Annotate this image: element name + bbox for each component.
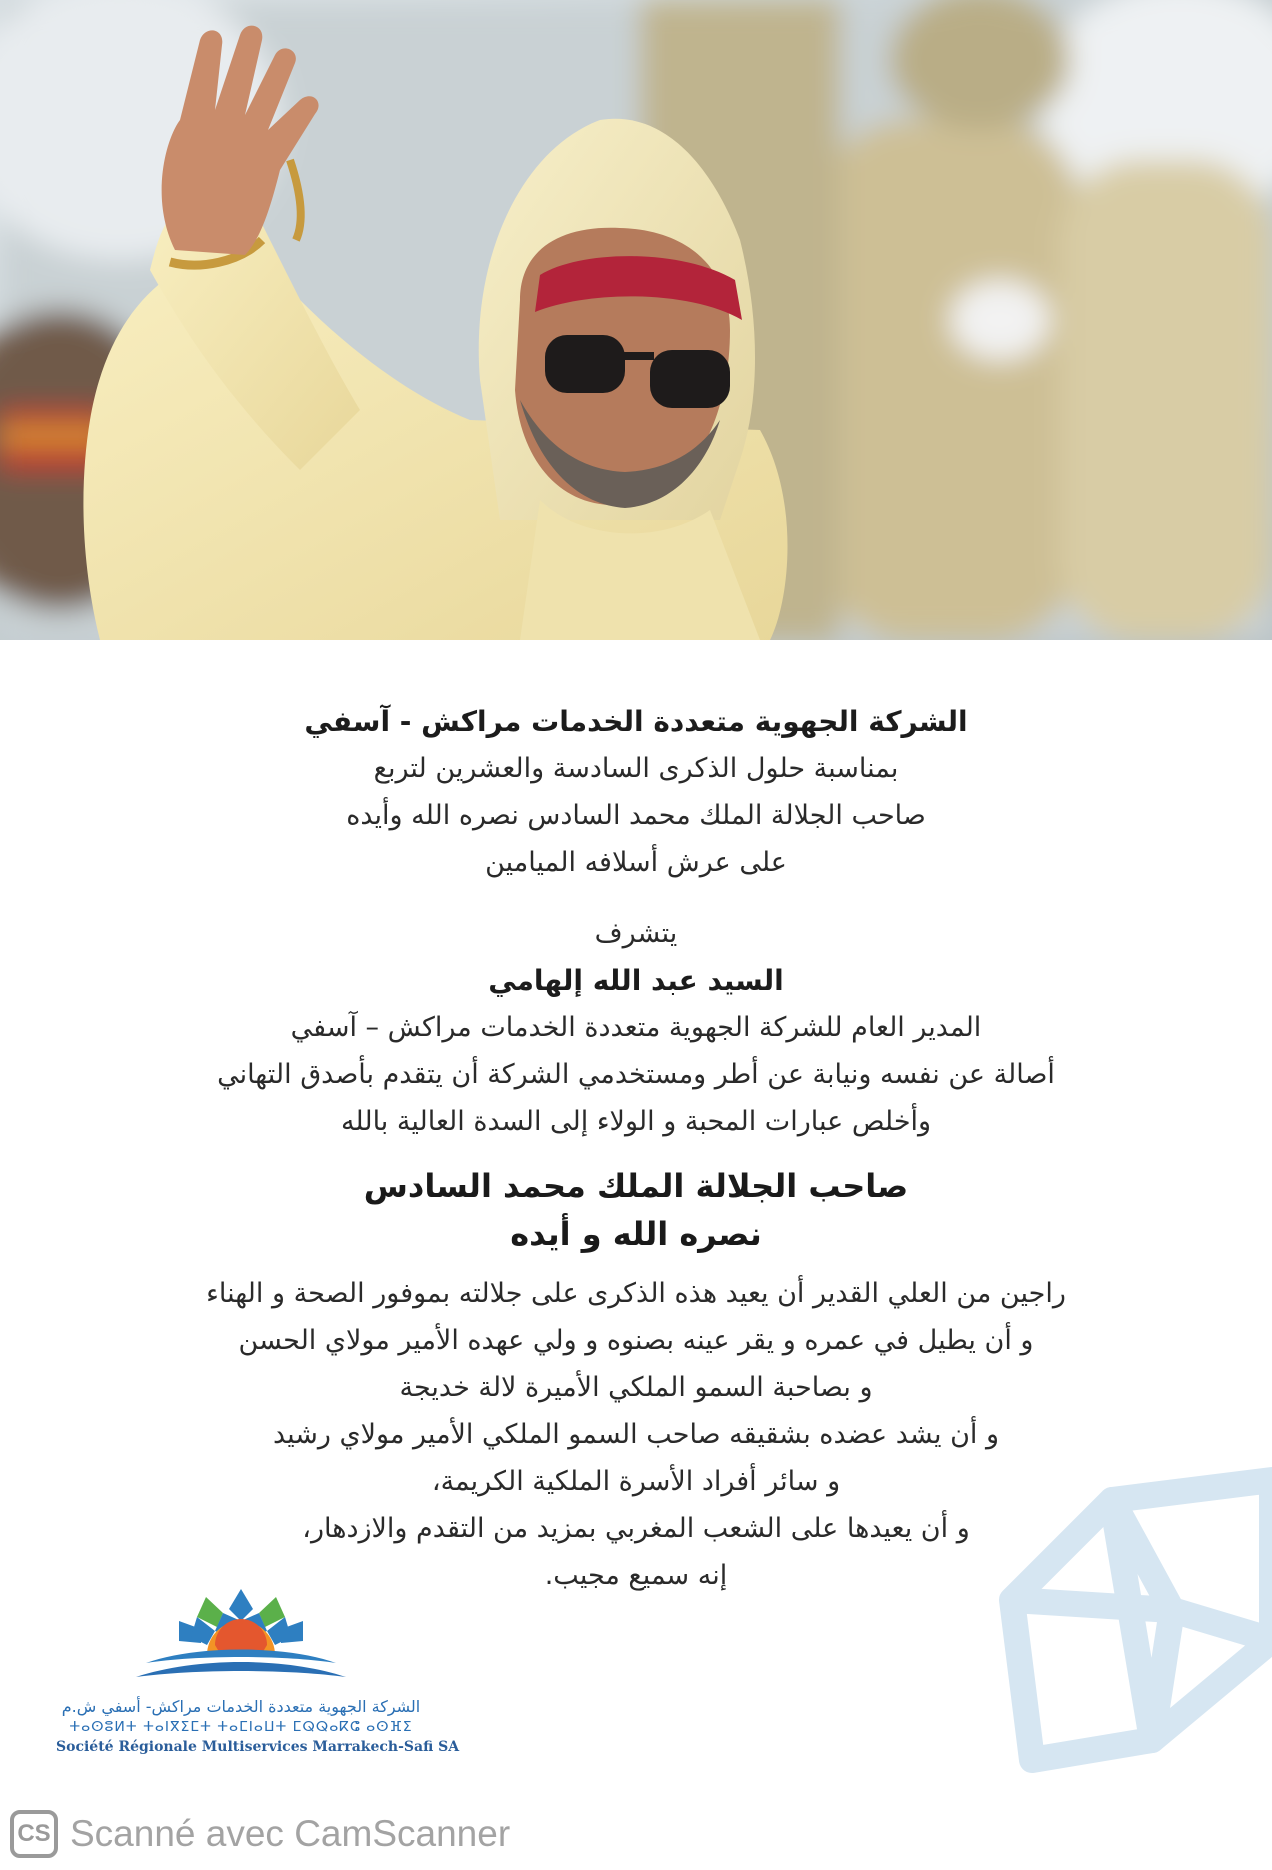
logo-name-tifinagh: ⵜⴰⵙⵓⵍⵜ ⵜⴰⵏⴳⵉⵎⵜ ⵜⴰⵎⵏⴰⵡⵜ ⵎⵕⵕⴰⴽⵛ ⴰⵙⴼⵉ: [69, 1719, 413, 1735]
header-text: [120, 698, 1152, 886]
honor-text: [120, 910, 1152, 1145]
prayer-line: و سائر أفراد الأسرة الملكية الكريمة،: [431, 1466, 841, 1497]
prayer-line: و أن يطيل في عمره و يقر عينه بصنوه و ولي عهده الأمير مولاي الحسن: [238, 1325, 1034, 1356]
company-name: الشركة الجهوية متعددة الخدمات مراكش - آسفي: [304, 705, 968, 738]
prayer-line: و أن يعيدها على الشعب المغربي بمزيد من التقدم والازدهار،: [302, 1513, 970, 1544]
prayer-line: و بصاحبة السمو الملكي الأميرة لالة خديجة: [399, 1372, 873, 1403]
prayer-line: راجين من العلي القدير أن يعيد هذه الذكرى على جلالته بموفور الصحة و الهناء: [206, 1278, 1066, 1309]
logo-emblem-icon: [56, 1585, 426, 1697]
king-photo: [0, 0, 1272, 640]
logo-name-ar: الشركة الجهوية متعددة الخدمات مراكش- أسفي ش.م: [61, 1697, 421, 1716]
logo-name-fr: Société Régionale Multiservices Marrakech-Safi SA: [56, 1739, 460, 1755]
company-logo: [56, 1585, 460, 1765]
director-title: المدير العام للشركة الجهوية متعددة الخدمات مراكش – آسفي: [290, 1012, 982, 1043]
king-photo-illustration: [0, 0, 1272, 640]
king-blessing: نصره الله و أيده: [510, 1215, 762, 1253]
king-title: [120, 1162, 1152, 1258]
congrats-line-2: وأخلص عبارات المحبة و الولاء إلى السدة العالية بالله: [340, 1106, 932, 1137]
camscanner-text: Scanné avec CamScanner: [70, 1813, 511, 1854]
honor-verb: يتشرف: [594, 918, 678, 949]
director-name: السيد عبد الله إلهامي: [488, 964, 784, 997]
camscanner-icon: CS: [10, 1810, 58, 1858]
camscanner-watermark: [10, 1806, 510, 1862]
occasion-line-3: على عرش أسلافه الميامين: [485, 847, 787, 878]
prayer-line: إنه سميع مجيب.: [544, 1560, 728, 1591]
prayer-line: و أن يشد عضده بشقيقه صاحب السمو الملكي الأمير مولاي رشيد: [272, 1419, 1000, 1450]
prayer-text: [120, 1270, 1152, 1599]
occasion-line-2: صاحب الجلالة الملك محمد السادس نصره الله وأيده: [346, 800, 926, 831]
congrats-line-1: أصالة عن نفسه ونيابة عن أطر ومستخدمي الشركة أن يتقدم بأصدق التهاني: [217, 1059, 1055, 1090]
occasion-line-1: بمناسبة حلول الذكرى السادسة والعشرين لتربع: [373, 753, 899, 784]
king-name: صاحب الجلالة الملك محمد السادس: [363, 1167, 909, 1205]
